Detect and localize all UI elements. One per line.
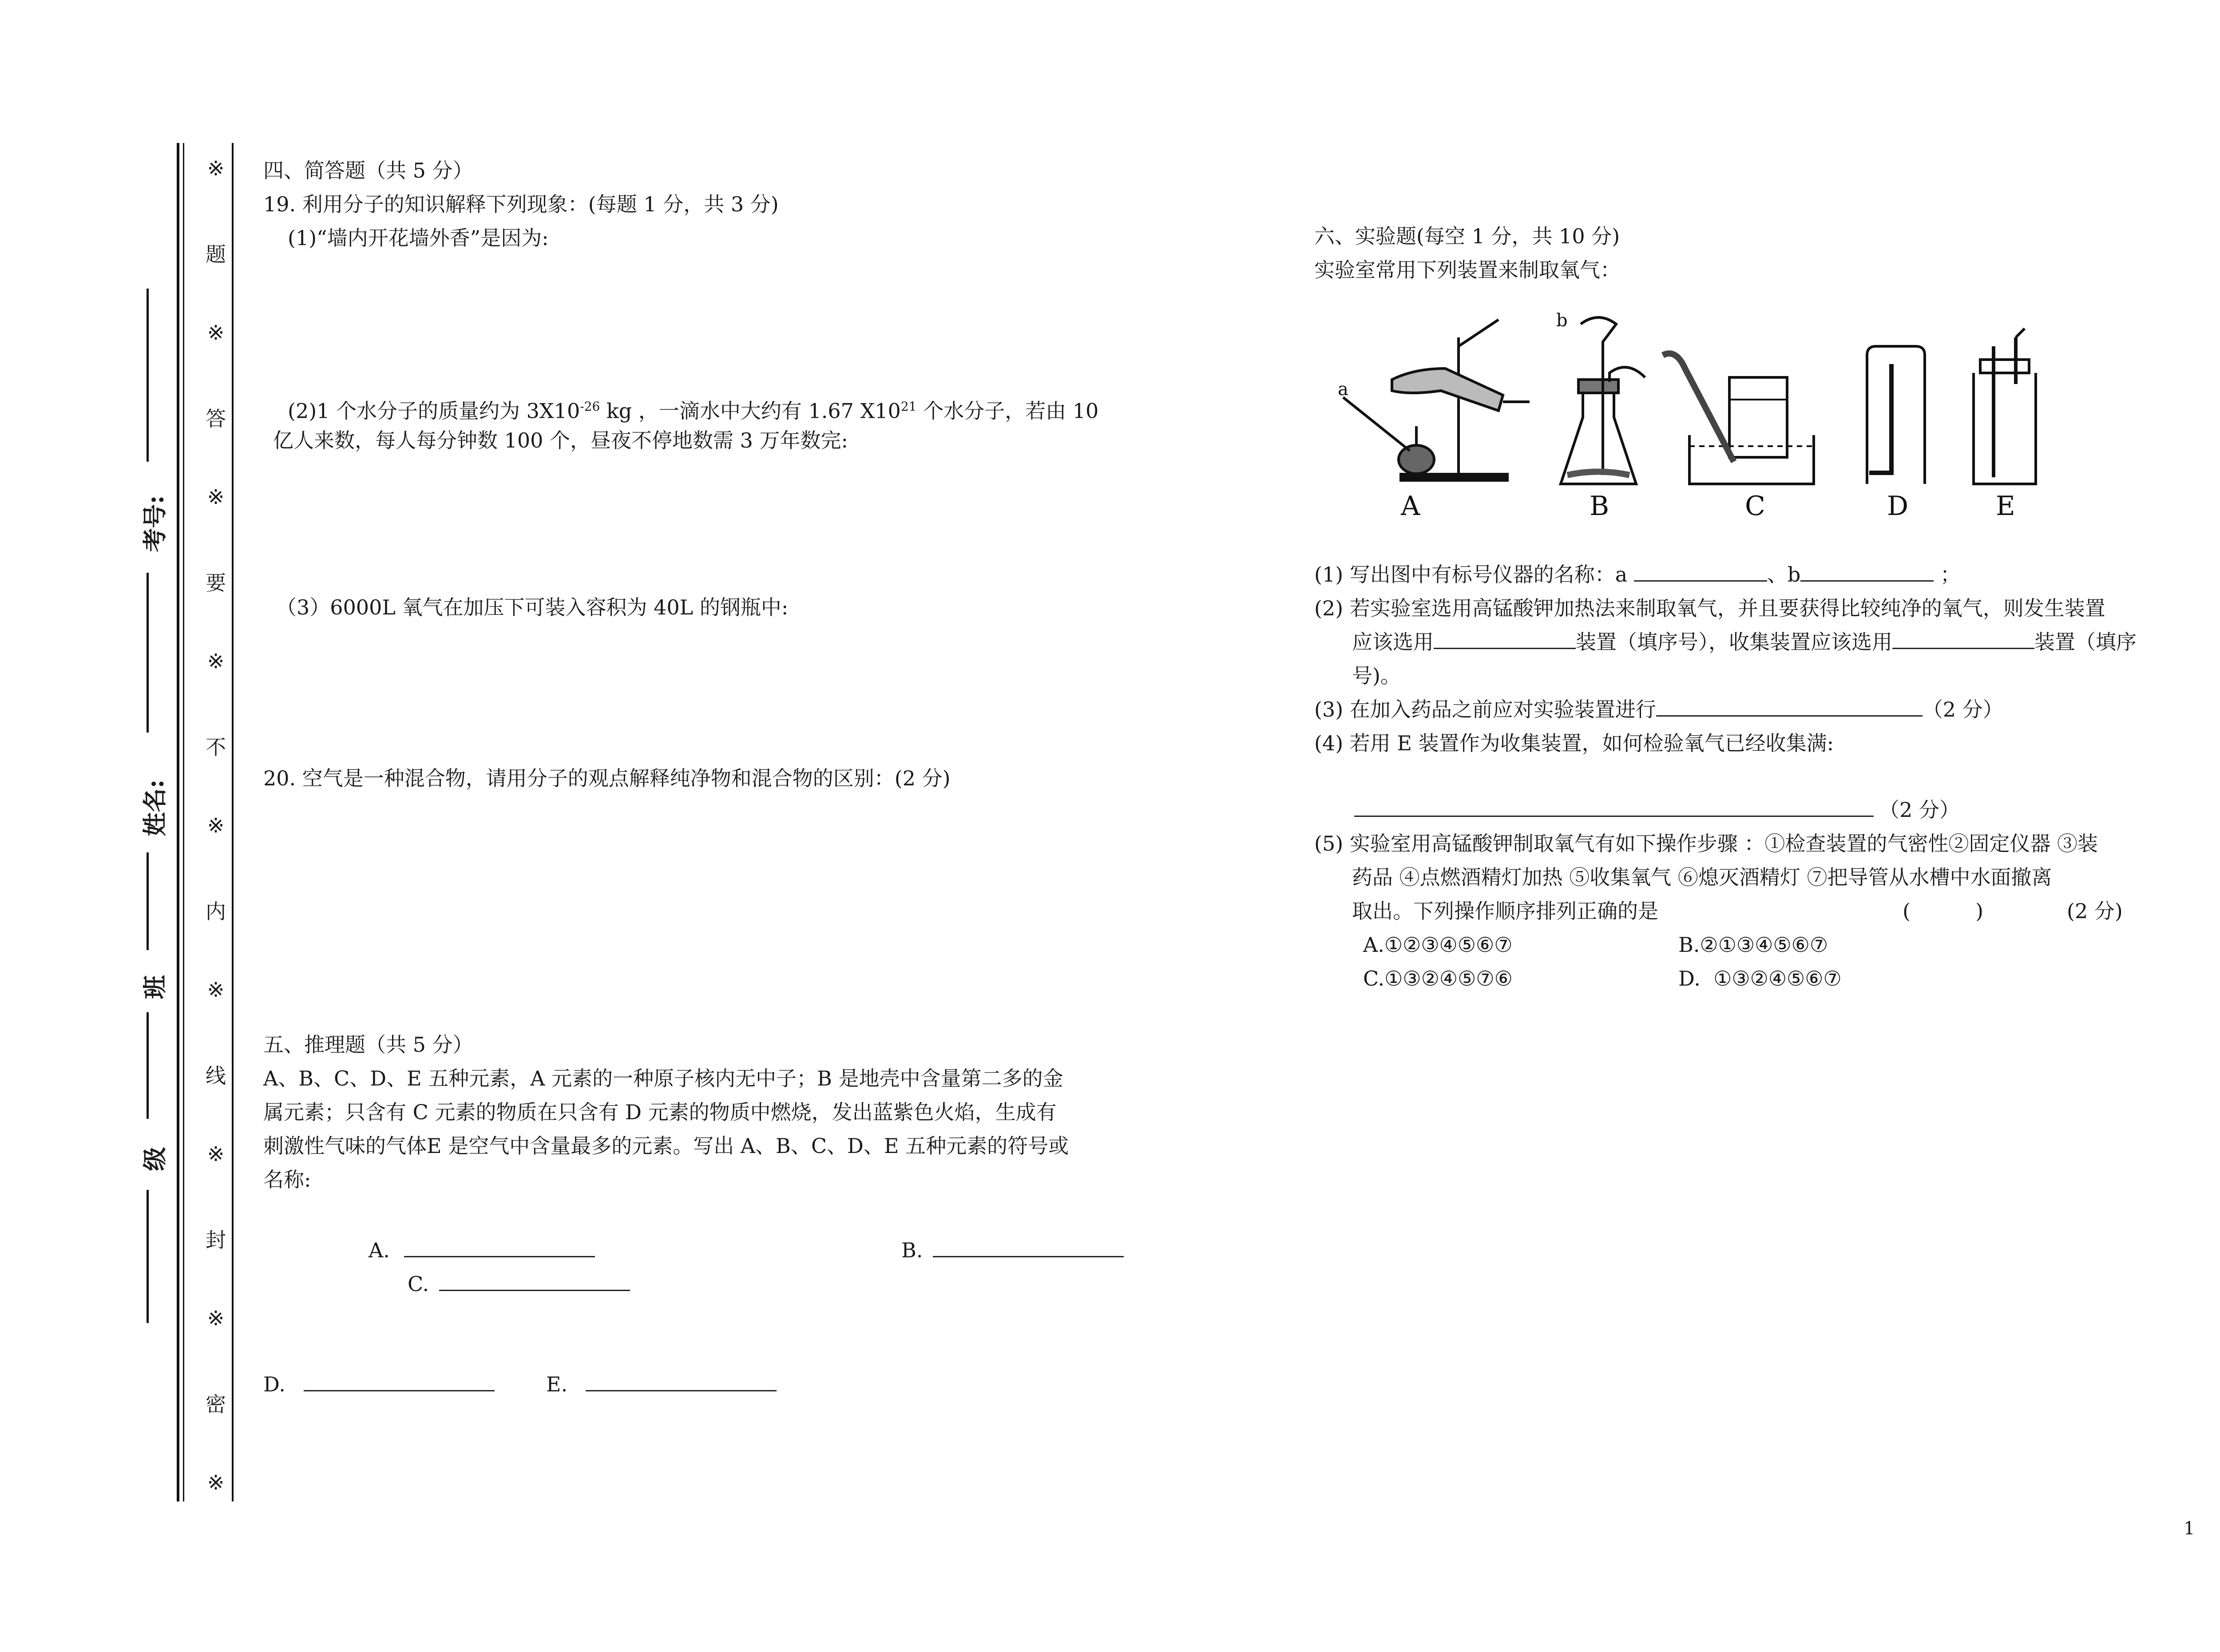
q20: 20. 空气是一种混合物，请用分子的观点解释纯净物和混合物的区别：(2 分) [263,766,951,790]
q6-1-text-b: 、b [1767,563,1801,586]
q6-4-score: （2 分） [1879,798,1960,822]
apparatus-c [1663,353,1814,484]
q6-2-line3: 号)。 [1352,664,1401,688]
answer-d-blank[interactable] [304,1390,495,1391]
label-b: B [1590,491,1610,522]
q19-part2-exponent-2: 21 [900,399,917,414]
seal-char: 线 [206,1064,226,1088]
answer-e [546,1367,777,1401]
q6-1-blank-a[interactable] [1634,580,1767,582]
q6-2-blank-collector[interactable] [1892,648,2034,649]
apparatus-d [1867,346,1925,484]
option-c: C.①③②④⑤⑦⑥ [1363,967,1513,990]
q6-3 [1314,693,2003,726]
answer-c [408,1267,630,1301]
q6-5-text: 取出。下列操作顺序排列正确的是 [1352,899,1658,923]
answer-b-label: B. [901,1238,923,1262]
apparatus-a [1343,320,1530,480]
section5-line: A、B、C、D、E 五种元素，A 元素的一种原子核内无中子；B 是地壳中含量第二多的金 [263,1066,1063,1090]
seal-char: 内 [206,899,226,923]
gutter-rule-outer [177,143,179,1501]
answer-d [263,1367,495,1401]
q6-2-line1: (2) 若实验室选用高锰酸钾加热法来制取氧气，并且要获得比较纯净的氧气，则发生装置 [1314,596,2105,620]
seal-char: 密 [206,1392,226,1416]
option-d: D. ①③②④⑤⑥⑦ [1678,967,1842,990]
q6-2-blank-generator[interactable] [1434,648,1576,649]
q19-part3: （3）6000L 氧气在加压下可装入容积为 40L 的钢瓶中: [276,595,789,619]
answer-e-label: E. [546,1372,568,1396]
answer-d-label: D. [263,1372,285,1396]
section5-title: 五、推理题（共 5 分） [263,1033,473,1057]
apparatus-b [1561,317,1645,484]
seal-char: ※ [207,1306,225,1330]
q6-3-text-a: (3) 在加入药品之前应对实验装置进行 [1314,697,1656,721]
seal-char: 答 [206,407,226,431]
name-line [147,852,149,950]
seal-char: ※ [207,156,225,180]
section5-line: 刺激性气味的气体E 是空气中含量最多的元素。写出 A、B、C、D、E 五种元素的符号或 [263,1134,1069,1158]
section5-line: 名称: [263,1168,311,1192]
q19-part2-line2: 亿人来数，每人每分钟数 100 个，昼夜不停地数需 3 万年数完: [273,428,848,452]
grade-line [147,1190,149,1323]
answer-a [369,1233,595,1267]
seal-char: ※ [207,978,225,1002]
grade-label: 级 [140,1147,169,1171]
name-label: 姓名: [140,779,169,836]
q6-5-line2: 药品 ④点燃酒精灯加热 ⑤收集氧气 ⑥熄灭酒精灯 ⑦把导管从水槽中水面撤离 [1352,865,2052,889]
q6-1-text-a: (1) 写出图中有标号仪器的名称：a [1314,563,1634,586]
section6-title: 六、实验题(每空 1 分，共 10 分) [1314,224,1620,248]
answer-e-blank[interactable] [586,1390,777,1391]
label-c: C [1745,491,1765,522]
gutter-rule-right [232,143,234,1501]
section5-line: 属元素；只含有 C 元素的物质在只含有 D 元素的物质中燃烧，发出蓝紫色火焰，生成有 [263,1100,1057,1124]
page-number: 1 [2184,1518,2195,1539]
label-d: D [1887,491,1909,522]
q6-5-line1: (5) 实验室用高锰酸钾制取氧气有如下操作步骤 ：①检查装置的气密性②固定仪器 ③装 [1314,832,2098,856]
class-line [147,1012,149,1119]
seal-char: 要 [206,571,226,595]
answer-b-blank[interactable] [933,1256,1124,1257]
exam-number-line [147,289,149,462]
gutter-rule-inner [183,143,184,1501]
exam-number-label: 考号: [140,495,169,552]
q6-4: (4) 若用 E 装置作为收集装置，如何检验氧气已经收集满: [1314,731,1834,755]
apparatus-e [1974,329,2036,484]
label-a: A [1401,491,1420,522]
seal-char: ※ [207,485,225,509]
q6-5-score: (2 分) [2067,899,2123,923]
section4-title: 四、简答题（共 5 分） [263,158,473,182]
answer-b [901,1233,1124,1267]
seal-char: 不 [206,735,226,759]
q6-1-text-c: ； [1934,563,1961,586]
q6-4-answer [1354,793,1960,827]
q6-1 [1314,558,1961,591]
q6-2-text-a: 应该选用 [1352,630,1434,654]
section6-intro: 实验室常用下列装置来制取氧气： [1314,258,1621,282]
answer-a-label: A. [369,1238,390,1262]
q19-part1: (1)“墙内开花墙外香”是因为: [288,226,549,250]
class-label: 班 [140,975,169,999]
seal-char: ※ [207,649,225,673]
answer-c-label: C. [408,1272,429,1296]
callout-a: a [1338,379,1348,400]
seal-char: ※ [207,1470,225,1494]
seal-char: ※ [207,1142,225,1166]
seal-char: ※ [207,813,225,837]
exam-number-line-2 [147,573,149,733]
q6-3-blank[interactable] [1656,715,1923,717]
answer-a-blank[interactable] [404,1256,595,1257]
q6-1-blank-b[interactable] [1800,580,1934,582]
q19-part2-line1 [288,390,1098,428]
option-a: A.①②③④⑤⑥⑦ [1363,933,1513,957]
q6-5-line3 [1352,894,2123,928]
q19-part2-text-a: (2)1 个水分子的质量约为 3X10 [288,399,580,423]
q6-2-text-b: 装置（填序号），收集装置应该选用 [1576,630,1892,654]
q6-3-text-b: （2 分） [1922,697,2003,721]
option-b: B.②①③④⑤⑥⑦ [1678,933,1828,957]
q6-4-blank[interactable] [1354,816,1874,817]
q6-2-line2 [1352,625,2137,659]
q19-part2-exponent-1: -26 [580,399,600,414]
seal-char: 题 [206,242,226,266]
q19-stem: 19. 利用分子的知识解释下列现象：(每题 1 分，共 3 分) [263,192,779,216]
callout-b: b [1556,310,1568,331]
q6-5-answer-bracket[interactable]: ( ) [1903,899,1984,923]
seal-char: 封 [206,1228,226,1252]
answer-c-blank[interactable] [439,1290,630,1291]
q19-part2-text-c: 个水分子，若由 10 [916,399,1099,423]
seal-char: ※ [207,321,225,345]
q6-2-text-c: 装置（填序 [2034,630,2137,654]
lab-apparatus-figure [1325,306,2058,524]
label-e: E [1996,491,2015,522]
q19-part2-text-b: kg ，一滴水中大约有 1.67 X10 [600,399,901,423]
